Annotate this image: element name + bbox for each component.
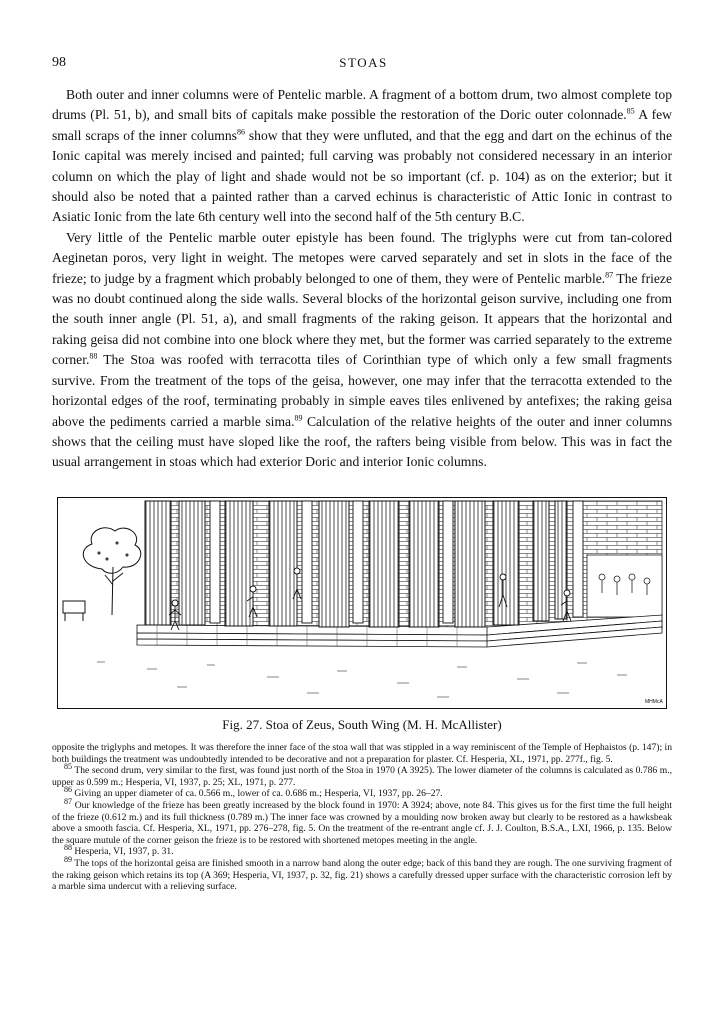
footnote-carryover: opposite the triglyphs and metopes. It was therefore the inner face of the stoa wall that was stippled in a way reminiscent of the Temple of Hephaistos (p. 147); in both buildings the treatment was undoubtedly intended to be decorative and not a preparation for plaster. Cf. Hesperia, XL, 1971, pp. 277f., fig. 5. [52, 742, 672, 765]
footnote-87: $^{87}$ Our knowledge of the frieze has been greatly increased by the block found in 1970: A 3924; above, note 84. This gives us for the first time the full height of the frieze (0.612 m.) and its full thickness (0.789 m.) The inner face was crowned by a moulding now broken away but clearly to be restored as a hawksbeak above a smooth fascia. Cf. Hesperia, XL, 1971, pp. 276–278, fig. 5. On the treatment of the re-entrant angle cf. J. J. Coulton, B.S.A., LXI, 1966, p. 135. Below the square mutule of the corner geison the frieze is to be restored with shortened metopes meeting in the angle. [52, 796, 672, 846]
footnote-ref-88[interactable]: 88 [89, 351, 98, 361]
footnote-85: $^{85}$ The second drum, very similar to the first, was found just north of the Stoa in 1970 (A 3925). The lower diameter of the columns is calculated as 0.786 m., upper as 0.599 m.; Hesperia, VI, 1937, p. 25; XL, 1971, p. 277. [52, 762, 672, 788]
running-title: STOAS [339, 55, 388, 70]
footnote-89: $^{89}$ The tops of the horizontal geisa are finished smooth in a narrow band along the outer edge; back of this band they are rough. The one surviving fragment of the raking geison which retains its top (A 369; Hesperia, VI, 1937, p. 32, fig. 21) shows a carefully dressed upper surface with the characteristic corrosion left by a marble sima undercut with a relieving surface. [52, 854, 672, 893]
running-head [52, 55, 675, 73]
footnote-ref-85[interactable]: 85 [626, 106, 635, 116]
stoa-illustration [57, 497, 667, 709]
page-number: 98 [52, 55, 66, 70]
figure-caption: Fig. 27. Stoa of Zeus, South Wing (M. H. McAllister) [222, 717, 502, 732]
illustrator-signature: MHMcA [645, 699, 663, 705]
footnote-88: $^{88}$ Hesperia, VI, 1937, p. 31. [64, 843, 174, 858]
footnote-ref-89[interactable]: 89 [294, 412, 303, 422]
footnote-ref-87[interactable]: 87 [605, 270, 614, 280]
footnote-86: $^{86}$ Giving an upper diameter of ca. 0.566 m., lower of ca. 0.686 m.; Hesperia, VI, 1937, pp. 26–27. [64, 785, 443, 800]
paragraph-1: Both outer and inner columns were of Pentelic marble. A fragment of a bottom drum, two almost complete top drums (Pl. 51, b), and small bits of capitals make possible the restoration of the Doric outer colonnade.$^{85}$ A few small scraps of the inner columns$^{86}$ show that they were unfluted, and that the egg and dart on the echinus of the Ionic capital was merely incised and painted; full carving was probably not considered necessary in an interior column on which the play of light and shade would not be so important (cf. p. 104) as on the exterior; but it should also be noted that a painted rather than a carved echinus is characteristic of Attic Ionic in contrast to Asiatic Ionic from the late 6th century well into the second half of the 5th century B.C. [52, 87, 672, 225]
body-text [52, 85, 672, 473]
paragraph-2: Very little of the Pentelic marble outer epistyle has been found. The triglyphs were cut from tan-colored Aeginetan poros, very light in weight. The metopes were carved separately and set in slots in the face of the frieze; to judge by a fragment which probably belonged to one of them, they were of Pentelic marble.$^{87}$ The frieze was no doubt continued along the side walls. Several blocks of the horizontal geison survive, including one from the south inner angle (Pl. 51, a), and small fragments of the raking geison. It appears that the horizontal and raking geisa did not combine into one block where they met, but the former was carried separately to the extreme corner.$^{88}$ The Stoa was roofed with terracotta tiles of Corinthian type of which only a few small fragments survive. From the treatment of the tops of the geisa, however, one may infer that the terracotta extended to the horizontal edges of the roof, terminating probably in simple eaves tiles enlivened by antefixes; the raking geisa above the pediments carried a marble sima.$^{89}$ Calculation of the relative heights of the outer and inner columns shows that the ceiling must have sloped like the roof, the rafters being visible from below. This was in fact the usual arrangement in stoas which had exterior Doric and interior Ionic columns. [52, 229, 672, 470]
footnote-ref-86[interactable]: 86 [236, 127, 245, 137]
footnotes [52, 742, 672, 893]
